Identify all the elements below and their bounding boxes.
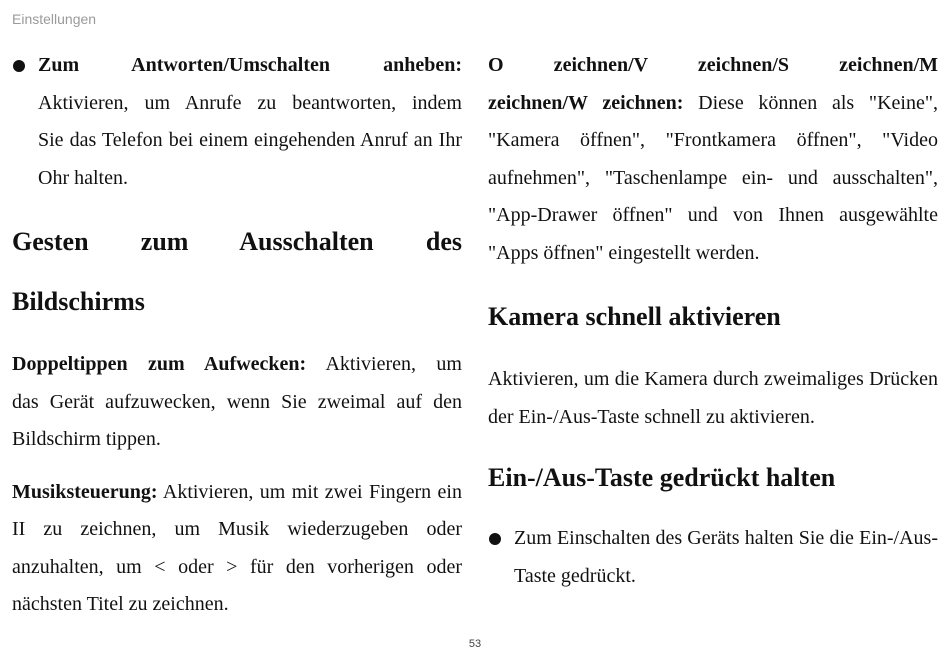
bullet-title: Zum Antworten/Umschalten anheben: <box>38 54 462 76</box>
paragraph-lead: Doppeltippen zum Aufwecken: Aktivieren, um <box>12 353 462 375</box>
paragraph: Musiksteuerung: Aktivieren, um mit zwei Fingern ein II zu zeichnen, um Musik wiederzugeben oder anzuhalten, um < oder > für den vorherigen oder nächsten Titel zu zeichnen. <box>12 480 462 615</box>
page-number: 53 <box>468 638 482 650</box>
section-heading: Gesten zum Ausschalten des <box>12 227 462 256</box>
list-item <box>12 47 462 197</box>
paragraph: Aktivieren, um die Kamera durch zweimaliges Drücken der Ein-/Aus-Taste schnell zu aktivieren. <box>488 368 938 428</box>
page-header: Einstellungen <box>12 11 97 27</box>
bullet-text: Sie das Telefon bei einem eingehenden Anruf an Ihr Ohr halten. <box>38 129 462 189</box>
section-heading: Ein-/Aus-Taste gedrückt halten <box>488 463 836 492</box>
bullet-icon <box>13 60 25 72</box>
bullet-icon <box>489 533 501 545</box>
list-item <box>488 520 938 595</box>
bullet-text-line: Aktivieren, um Anrufe zu beantworten, indem <box>38 91 462 114</box>
paragraph: das Gerät aufzuwecken, wenn Sie zweimal auf den Bildschirm tippen. <box>12 390 462 450</box>
left-column <box>12 47 462 624</box>
section-heading-continued: Bildschirms <box>12 287 145 316</box>
section-heading: Kamera schnell aktivieren <box>488 302 781 331</box>
right-column <box>488 47 938 595</box>
paragraph: zeichnen/W zeichnen: Diese können als "Keine", "Kamera öffnen", "Frontkamera öffnen", "Video aufnehmen", "Taschenlampe ein- und ausschalten", "App-Drawer öffnen" und von Ihnen ausgewählte "Apps öffnen" eingestellt werden. <box>488 91 938 264</box>
bullet-text: Zum Einschalten des Geräts halten Sie die Ein-/Aus-Taste gedrückt. <box>514 527 938 587</box>
paragraph-lead: O zeichnen/V zeichnen/S zeichnen/M <box>488 54 938 76</box>
